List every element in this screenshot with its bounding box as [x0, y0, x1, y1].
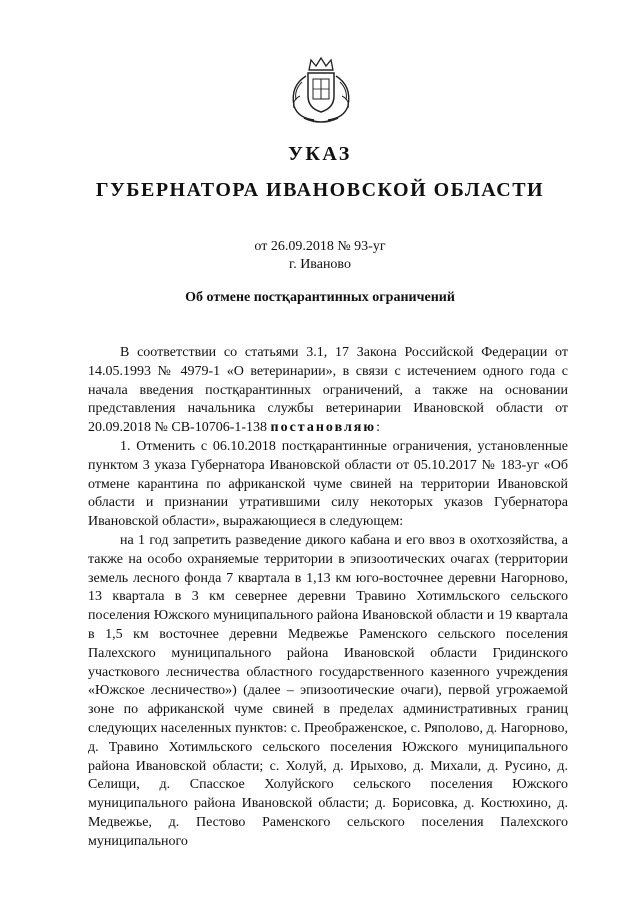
paragraph-preamble: [88, 344, 568, 438]
paragraph-item-1: 1. Отменить с 06.10.2018 постқарантинные ограничения, установленные пунктом 3 указа Губернатора Ивановской области от 05.10.2017 № 183-уг «Об отмене карантина по африканской чуме свиней на территории Ивановской области и признании утратившими силу некоторых указов Губернатора Ивановской области», выражающиеся в следующем:: [88, 438, 568, 530]
document-city: г. Иваново: [289, 257, 351, 272]
decree-keyword: постановляю: [270, 420, 377, 436]
document-heading: Об отмене постқарантинных ограничений: [185, 290, 455, 305]
preamble-end: :: [376, 420, 380, 436]
document-subtitle: ГУБЕРНАТОРА ИВАНОВСКОЙ ОБЛАСТИ: [95, 179, 545, 201]
document-date-number: от 26.09.2018 № 93-уг: [254, 239, 386, 254]
paragraph-restriction: на 1 год запретить разведение дикого кабана и его ввоз в охотхозяйства, а также на особо охраняемые территории в эпизоотических очагах (территории земель лесного фонда 7 квартала в 1,13 км юго-восточнее деревни Нагорново, 13 квартала в 3 км севернее деревни Травино Хотимльского сельского поселения Южского муниципального района Ивановской области и 19 квартала в 1,5 км восточнее деревни Медвежье Раменского сельского поселения Палехского муниципального района Ивановской области Гридинского участкового лесничества областного государственного казенного учреждения «Южское лесничество») (далее – эпизоотические очаги), первой угрожаемой зоне по африканской чуме свиней в пределах административных границ следующих населенных пунктов: с. Преображенское, с. Ряполово, д. Нагорново, д. Травино Хотимльского сельского поселения Южского муниципального района Ивановской области; с. Холуй, д. Ирыхово, д. Михали, д. Русино, д. Cелищи, д. Спасское Холуйского сельского поселения Южского муниципального района Ивановской области; д. Борисовка, д. Костюхино, д. Медвежье, д. Пестово Раменского сельского поселения Палехского муниципального: [88, 532, 568, 849]
document-body: [88, 344, 568, 852]
document-title: УКАЗ: [288, 143, 352, 165]
coat-of-arms-icon: [284, 56, 358, 126]
preamble-text: В соответствии со статьями 3.1, 17 Закона Российской Федерации от 14.05.1993 № 4979-1 «О ветеринарии», в связи с истечением одного года с начала введения постқарантинных ограничений, а также на основании представления начальника службы ветеринарии Ивановской области от 20.09.2018 № СВ-10706-1-138: [88, 345, 568, 436]
